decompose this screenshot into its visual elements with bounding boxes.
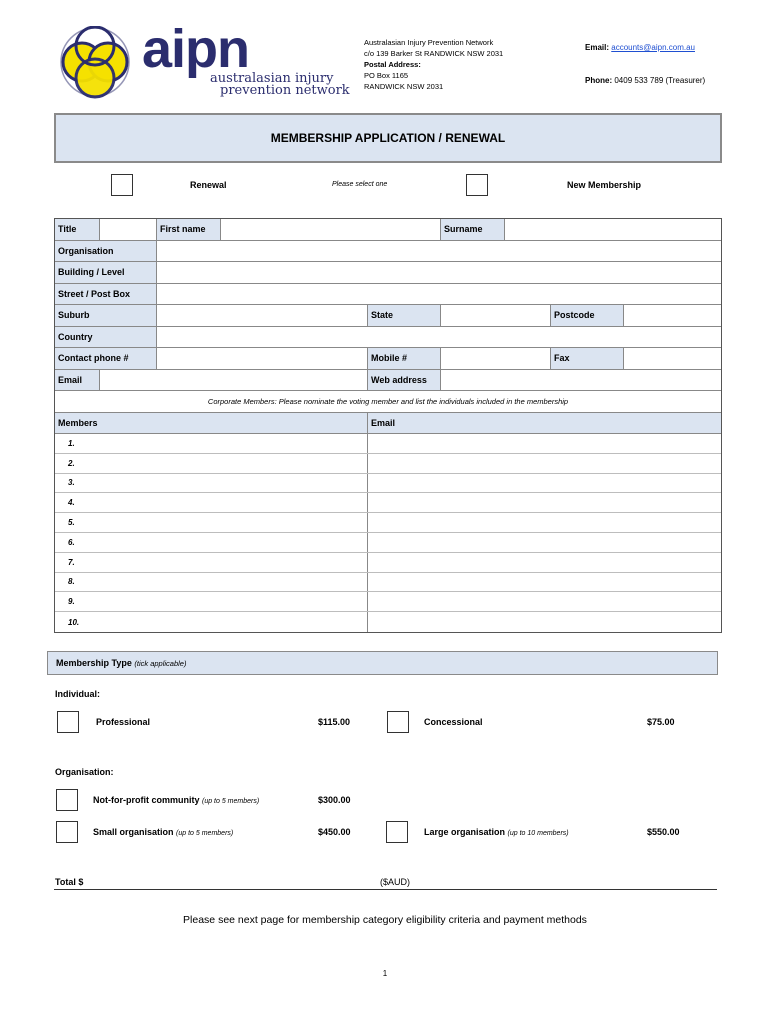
large-organisation-price: $550.00 [647, 827, 680, 837]
renewal-label: Renewal [190, 180, 227, 190]
phone-label: Phone: [585, 76, 613, 85]
surname-label: Surname [441, 219, 505, 240]
web-address-input[interactable] [441, 370, 721, 391]
contact-phone-input[interactable] [157, 348, 368, 369]
not-for-profit-name: Not-for-profit community [93, 795, 200, 805]
postcode-input[interactable] [624, 305, 721, 326]
small-organisation-label [93, 827, 233, 837]
suburb-label: Suburb [55, 305, 157, 326]
not-for-profit-price: $300.00 [318, 795, 351, 805]
member-number: 7. [68, 557, 75, 567]
contact-phone-label: Contact phone # [55, 348, 157, 369]
country-input[interactable] [157, 327, 721, 348]
street-row [55, 284, 721, 306]
members-list [55, 434, 721, 632]
member-row[interactable] [55, 493, 721, 513]
phone-contact [585, 76, 705, 85]
total-input[interactable] [92, 874, 368, 888]
member-row[interactable] [55, 612, 721, 632]
organisation-row [55, 241, 721, 263]
form-title-bar [54, 113, 722, 163]
state-input[interactable] [441, 305, 551, 326]
small-organisation-hint: (up to 5 members) [176, 830, 234, 837]
concessional-price: $75.00 [647, 717, 675, 727]
member-row[interactable] [55, 474, 721, 494]
organisation-input[interactable] [157, 241, 721, 262]
org-name: Australasian Injury Prevention Network [364, 38, 494, 47]
member-row[interactable] [55, 513, 721, 533]
building-label: Building / Level [55, 262, 157, 283]
members-email-header: Email [368, 413, 721, 434]
member-row[interactable] [55, 592, 721, 612]
email-contact [585, 43, 695, 52]
mobile-input[interactable] [441, 348, 551, 369]
logo-subtitle-line-1: australasian injury [210, 71, 334, 86]
postal-city: RANDWICK NSW 2031 [364, 82, 444, 91]
name-row [55, 219, 721, 241]
title-label: Title [55, 219, 100, 240]
member-number: 2. [68, 458, 75, 468]
members-header-row [55, 413, 721, 435]
postcode-label: Postcode [551, 305, 624, 326]
member-number: 5. [68, 518, 75, 528]
concessional-label: Concessional [424, 717, 483, 727]
first-name-label: First name [157, 219, 221, 240]
member-row[interactable] [55, 573, 721, 593]
email-row [55, 370, 721, 392]
member-number: 1. [68, 438, 75, 448]
postal-address-label: Postal Address: [364, 60, 421, 69]
logo-wordmark: aipn [142, 19, 250, 79]
next-page-note: Please see next page for membership category eligibility criteria and payment methods [183, 914, 587, 926]
building-row [55, 262, 721, 284]
corporate-note: Corporate Members: Please nominate the voting member and list the individuals included in the membership [207, 396, 569, 406]
member-row[interactable] [55, 434, 721, 454]
individual-heading: Individual: [55, 689, 100, 699]
large-organisation-hint: (up to 10 members) [507, 830, 569, 837]
email-field-input[interactable] [100, 370, 368, 391]
member-row[interactable] [55, 553, 721, 573]
member-number: 3. [68, 478, 75, 488]
new-membership-checkbox[interactable] [466, 174, 488, 196]
fax-input[interactable] [624, 348, 721, 369]
country-row [55, 327, 721, 349]
suburb-input[interactable] [157, 305, 368, 326]
title-input[interactable] [100, 219, 157, 240]
state-label: State [368, 305, 441, 326]
not-for-profit-hint: (up to 5 members) [202, 798, 260, 805]
total-label: Total $ [55, 877, 84, 887]
small-organisation-name: Small organisation [93, 827, 174, 837]
member-number: 4. [68, 498, 75, 508]
first-name-input[interactable] [221, 219, 441, 240]
organisation-heading: Organisation: [55, 767, 114, 777]
not-for-profit-label [93, 795, 259, 805]
member-number: 9. [68, 597, 75, 607]
select-one-hint: Please select one [332, 181, 388, 188]
membership-type-hint: (tick applicable) [134, 658, 187, 668]
renewal-checkbox[interactable] [111, 174, 133, 196]
phone-row [55, 348, 721, 370]
applicant-details-table [54, 218, 722, 633]
country-label: Country [55, 327, 157, 348]
po-box: PO Box 1165 [364, 71, 409, 80]
currency-label: ($AUD) [380, 877, 411, 887]
street-input[interactable] [157, 284, 721, 305]
membership-type-bar [47, 651, 718, 675]
organisation-label: Organisation [55, 241, 157, 262]
aipn-logo [60, 19, 350, 102]
membership-type-label: Membership Type [56, 658, 132, 668]
email-label: Email: [585, 43, 610, 52]
total-underline [54, 889, 717, 890]
not-for-profit-checkbox[interactable] [56, 789, 78, 811]
small-organisation-price: $450.00 [318, 827, 351, 837]
large-organisation-label [424, 827, 569, 837]
mobile-label: Mobile # [368, 348, 441, 369]
page-number: 1 [382, 969, 388, 978]
email-field-label: Email [55, 370, 100, 391]
street-address: c/o 139 Barker St RANDWICK NSW 2031 [364, 49, 504, 58]
member-number: 10. [68, 617, 80, 627]
member-number: 6. [68, 537, 75, 547]
phone-value: 0409 533 789 (Treasurer) [614, 76, 706, 85]
suburb-row [55, 305, 721, 327]
corporate-note-row [55, 391, 721, 413]
member-number: 8. [68, 577, 75, 587]
email-link[interactable]: accounts@aipn.com.au [611, 43, 695, 52]
professional-label: Professional [96, 717, 151, 727]
professional-checkbox[interactable] [57, 711, 79, 733]
large-organisation-checkbox[interactable] [386, 821, 408, 843]
concessional-checkbox[interactable] [387, 711, 409, 733]
new-membership-label: New Membership [567, 180, 642, 190]
surname-input[interactable] [505, 219, 721, 240]
fax-label: Fax [551, 348, 624, 369]
member-row[interactable] [55, 533, 721, 553]
members-header: Members [55, 413, 368, 434]
street-label: Street / Post Box [55, 284, 157, 305]
large-organisation-name: Large organisation [424, 827, 506, 837]
building-input[interactable] [157, 262, 721, 283]
web-address-label: Web address [368, 370, 441, 391]
small-organisation-checkbox[interactable] [56, 821, 78, 843]
form-title: MEMBERSHIP APPLICATION / RENEWAL [270, 131, 506, 145]
organisation-address [364, 37, 503, 92]
member-row[interactable] [55, 454, 721, 474]
professional-price: $115.00 [318, 717, 351, 727]
logo-subtitle-line-2: prevention network [220, 83, 350, 98]
